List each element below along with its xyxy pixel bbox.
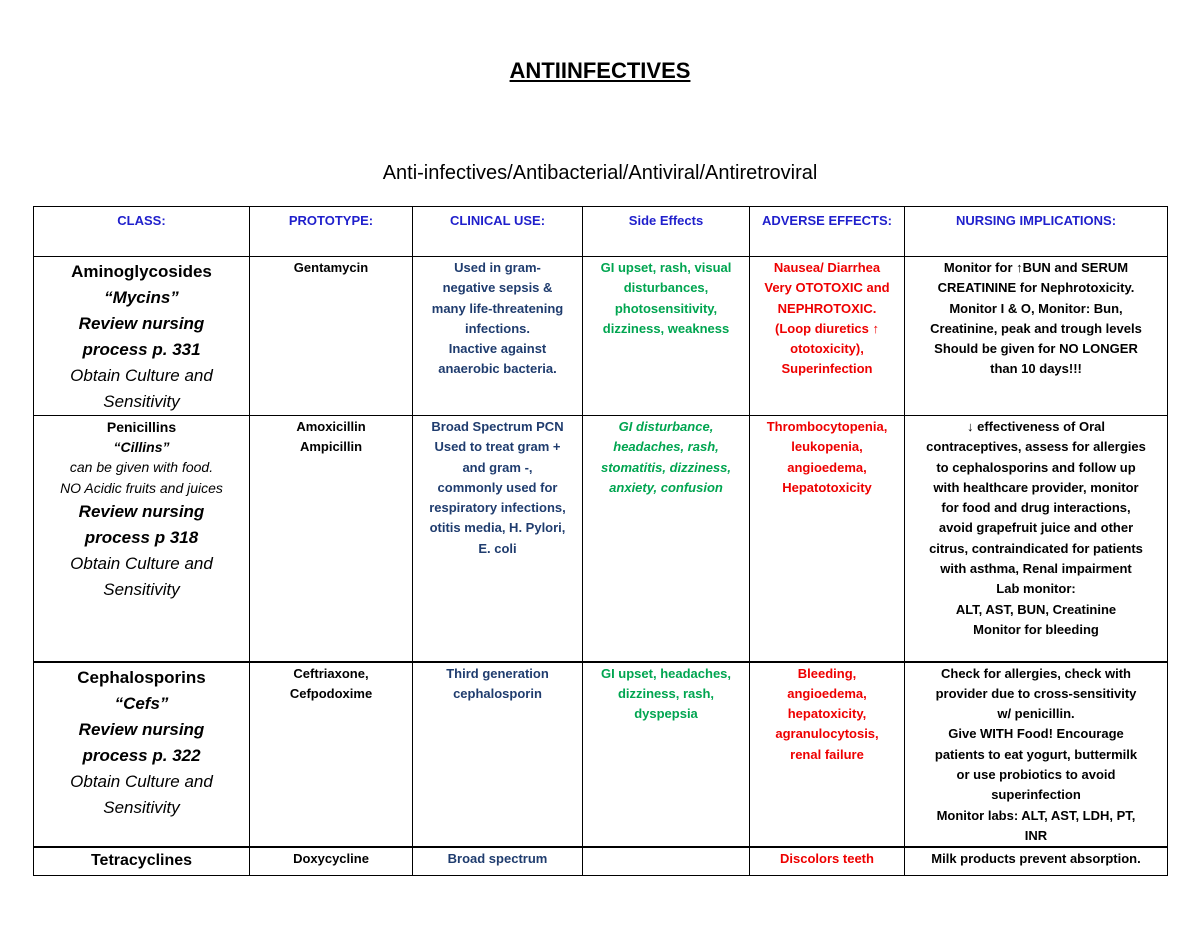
cell-line: NEPHROTOXIC.: [777, 300, 877, 316]
cell-line: Broad spectrum: [447, 851, 548, 867]
cell-line: avoid grapefruit juice and other: [938, 520, 1134, 536]
cell-line: GI upset, rash, visual: [600, 260, 732, 275]
cell-line: provider due to cross-sensitivity: [935, 685, 1137, 701]
cell-line: than 10 days!!!: [990, 361, 1082, 377]
class-review-line: Review nursing: [78, 314, 205, 333]
cell-line: Used in gram-: [454, 260, 541, 275]
cell-line: headaches, rash,: [613, 439, 719, 455]
class-culture-line: Obtain Culture and: [70, 771, 213, 791]
cell-line: Very OTOTOXIC and: [764, 280, 890, 296]
class-nickname: “Cillins”: [113, 439, 170, 455]
cell-line: GI upset, headaches,: [600, 665, 732, 681]
class-review-line: process p 318: [84, 528, 199, 547]
cell-line: Ceftriaxone,: [293, 665, 369, 681]
class-cell: [34, 416, 250, 662]
cell-line: ALT, AST, BUN, Creatinine: [955, 601, 1117, 617]
cell-line: agranulocytosis,: [775, 726, 879, 742]
header-class: CLASS:: [34, 207, 250, 257]
cell-line: with asthma, Renal impairment: [940, 561, 1132, 577]
cell-line: commonly used for: [437, 479, 558, 495]
cell-line: dizziness, weakness: [602, 320, 730, 336]
cell-line: Thrombocytopenia,: [766, 419, 888, 434]
cell-line: Cefpodoxime: [289, 685, 373, 701]
cell-line: dizziness, rash,: [617, 685, 715, 701]
class-nickname: “Mycins”: [104, 288, 179, 307]
nursing-implications-cell: [905, 847, 1168, 875]
cell-line: Milk products prevent absorption.: [931, 851, 1141, 867]
class-name: Penicillins: [106, 419, 177, 435]
cell-line: negative sepsis &: [442, 280, 553, 296]
cell-line: angioedema,: [787, 459, 867, 475]
cell-line: ototoxicity),: [790, 341, 864, 357]
nursing-implications-cell: [905, 662, 1168, 848]
side-effects-cell: [583, 416, 750, 662]
class-culture-line: Sensitivity: [103, 580, 180, 599]
class-name: Tetracyclines: [90, 852, 193, 870]
cell-line: stomatitis, dizziness,: [600, 459, 732, 475]
clinical-use-cell: [413, 257, 583, 416]
cell-line: contraceptives, assess for allergies: [926, 439, 1146, 455]
cell-line: Used to treat gram +: [434, 439, 561, 455]
cell-line: Ampicillin: [299, 439, 363, 455]
cell-line: Check for allergies, check with: [940, 665, 1132, 681]
cell-line: Monitor labs: ALT, AST, LDH, PT,: [936, 807, 1136, 823]
document-subtitle: Anti-infectives/Antibacterial/Antiviral/Antiretroviral: [382, 162, 818, 184]
cell-line: to cephalosporins and follow up: [936, 459, 1136, 475]
cell-line: Monitor for ↑BUN and SERUM: [943, 260, 1129, 275]
cell-line: with healthcare provider, monitor: [933, 479, 1139, 495]
header-side-effects: Side Effects: [583, 207, 750, 257]
cell-line: Superinfection: [781, 361, 873, 377]
cell-line: photosensitivity,: [614, 300, 718, 316]
antiinfectives-table: [33, 206, 1168, 876]
cell-line: Amoxicillin: [296, 419, 366, 434]
clinical-use-cell: [413, 416, 583, 662]
cell-line: w/ penicillin.: [997, 706, 1075, 722]
side-effects-cell: [583, 662, 750, 848]
cell-line: (Loop diuretics ↑: [775, 320, 879, 336]
adverse-effects-cell: [750, 416, 905, 662]
cell-line: or use probiotics to avoid: [956, 766, 1116, 782]
class-note-line: can be given with food.: [69, 459, 214, 475]
cell-line: Gentamycin: [293, 260, 369, 275]
cell-line: leukopenia,: [791, 439, 863, 455]
class-cell: [34, 662, 250, 848]
cell-line: INR: [1024, 827, 1048, 843]
cell-line: citrus, contraindicated for patients: [929, 540, 1143, 556]
cell-line: cephalosporin: [453, 685, 542, 701]
cell-line: infections.: [464, 320, 530, 336]
header-adverse-effects: ADVERSE EFFECTS:: [750, 207, 905, 257]
table-header-row: [34, 207, 1168, 257]
class-culture-line: Obtain Culture and: [70, 554, 213, 573]
cell-line: for food and drug interactions,: [941, 500, 1131, 516]
cell-line: CREATININE for Nephrotoxicity.: [937, 280, 1135, 296]
class-review-line: Review nursing: [78, 719, 205, 739]
cell-line: and gram -,: [462, 459, 533, 475]
document-title: ANTIINFECTIVES: [509, 58, 691, 83]
class-nickname: “Cefs”: [114, 693, 169, 713]
table-row: [34, 847, 1168, 875]
cell-line: respiratory infections,: [429, 500, 566, 516]
prototype-cell: [250, 416, 413, 662]
class-culture-line: Sensitivity: [103, 797, 180, 817]
adverse-effects-cell: [750, 847, 905, 875]
cell-line: renal failure: [790, 746, 864, 762]
prototype-cell: [250, 847, 413, 875]
class-culture-line: Obtain Culture and: [70, 366, 213, 385]
prototype-cell: [250, 257, 413, 416]
cell-line: GI disturbance,: [618, 419, 714, 434]
nursing-implications-cell: [905, 257, 1168, 416]
cell-line: Monitor for bleeding: [973, 621, 1099, 637]
cell-line: E. coli: [478, 540, 517, 556]
adverse-effects-cell: [750, 257, 905, 416]
prototype-cell: [250, 662, 413, 848]
cell-line: Inactive against: [448, 341, 547, 357]
cell-line: Nausea/ Diarrhea: [773, 260, 881, 275]
cell-line: anaerobic bacteria.: [438, 361, 557, 377]
cell-line: Discolors teeth: [780, 851, 874, 867]
cell-line: Should be given for NO LONGER: [934, 341, 1138, 357]
table-row: [34, 257, 1168, 416]
class-review-line: process p. 331: [82, 340, 201, 359]
cell-line: anxiety, confusion: [609, 479, 723, 495]
cell-line: Bleeding,: [797, 665, 857, 681]
class-note-line: NO Acidic fruits and juices: [60, 480, 223, 496]
header-nursing-implications: NURSING IMPLICATIONS:: [905, 207, 1168, 257]
class-review-line: Review nursing: [78, 502, 205, 521]
class-culture-line: Sensitivity: [103, 392, 180, 411]
cell-line: many life-threatening: [431, 300, 564, 316]
cell-line: dyspepsia: [634, 706, 698, 722]
cell-line: otitis media, H. Pylori,: [429, 520, 566, 536]
class-cell: [34, 257, 250, 416]
side-effects-cell: [583, 257, 750, 416]
cell-line: Lab monitor:: [996, 581, 1076, 597]
header-prototype: PROTOTYPE:: [250, 207, 413, 257]
adverse-effects-cell: [750, 662, 905, 848]
nursing-implications-cell: [905, 416, 1168, 662]
clinical-use-cell: [413, 847, 583, 875]
cell-line: Third generation: [446, 665, 549, 681]
cell-line: patients to eat yogurt, buttermilk: [934, 746, 1138, 762]
class-cell: [34, 847, 250, 875]
cell-line: Hepatotoxicity: [782, 479, 872, 495]
cell-line: hepatoxicity,: [787, 706, 867, 722]
header-clinical-use: CLINICAL USE:: [413, 207, 583, 257]
table-row: [34, 662, 1168, 848]
table-row: [34, 416, 1168, 662]
cell-line: Broad Spectrum PCN: [431, 419, 564, 434]
cell-line: Monitor I & O, Monitor: Bun,: [949, 300, 1123, 316]
class-name: Aminoglycosides: [71, 262, 212, 281]
cell-line: Doxycycline: [293, 851, 369, 867]
clinical-use-cell: [413, 662, 583, 848]
cell-line: disturbances,: [623, 280, 709, 296]
cell-line: superinfection: [991, 787, 1081, 803]
cell-line: Give WITH Food! Encourage: [948, 726, 1124, 742]
class-review-line: process p. 322: [82, 745, 201, 765]
cell-line: ↓ effectiveness of Oral: [967, 419, 1105, 434]
cell-line: angioedema,: [787, 685, 867, 701]
class-name: Cephalosporins: [77, 667, 206, 687]
side-effects-cell: [583, 847, 750, 875]
cell-line: Creatinine, peak and trough levels: [930, 320, 1142, 336]
